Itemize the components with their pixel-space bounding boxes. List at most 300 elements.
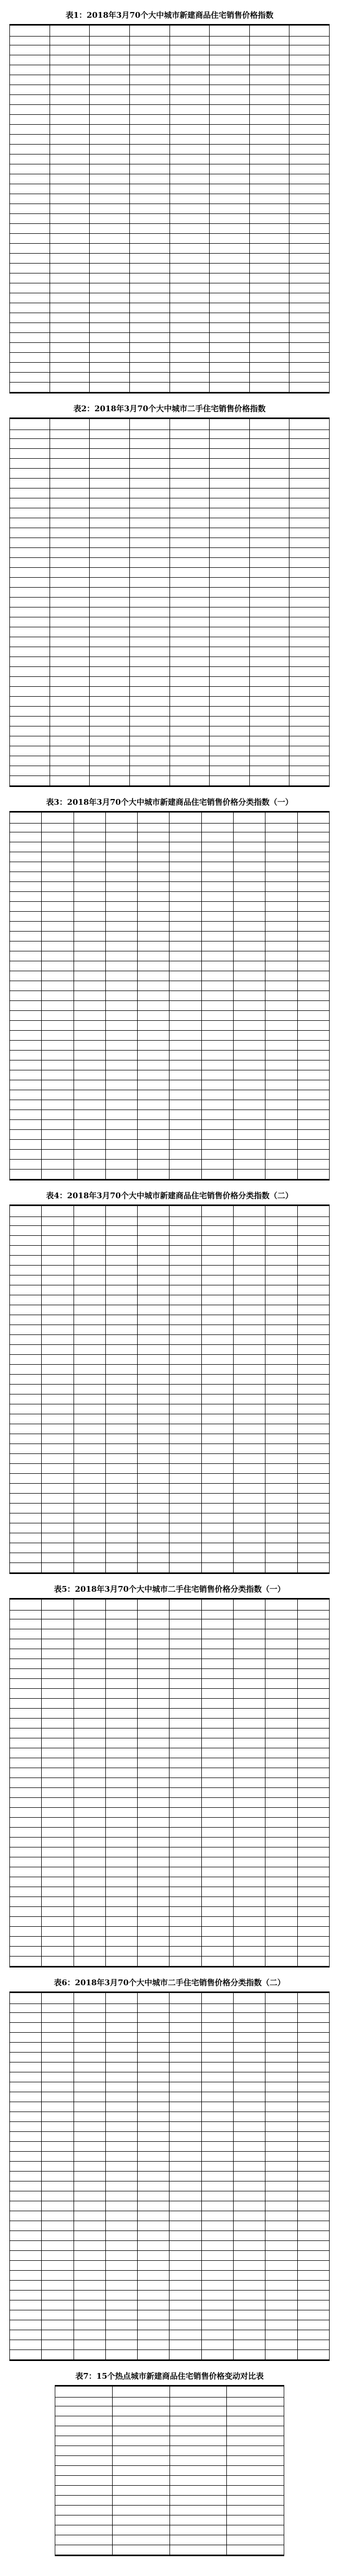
table-cell xyxy=(105,2330,137,2340)
table-cell xyxy=(289,135,330,145)
table-cell xyxy=(201,1246,233,1256)
table-cell xyxy=(170,2496,227,2506)
table-cell xyxy=(170,736,210,746)
table-cell xyxy=(112,2426,170,2436)
table-cell xyxy=(201,892,233,902)
table-cell xyxy=(74,2142,105,2152)
table-header-row xyxy=(10,1217,330,1226)
table-cell xyxy=(74,2023,105,2033)
table-cell xyxy=(297,2271,329,2281)
table-cell xyxy=(10,204,50,214)
table-cell xyxy=(170,2330,201,2340)
table-row xyxy=(10,1669,330,1679)
table-cell xyxy=(105,1375,137,1385)
table-cell xyxy=(201,2112,233,2122)
table-cell xyxy=(42,1887,74,1897)
table-cell xyxy=(50,469,90,479)
table-cell xyxy=(210,343,250,353)
table-cell xyxy=(227,2545,284,2555)
table-cell xyxy=(10,2162,42,2172)
table-cell xyxy=(289,194,330,204)
table-cell xyxy=(105,2291,137,2300)
table-cell xyxy=(10,479,50,488)
table-cell xyxy=(10,1285,42,1295)
table-cell xyxy=(105,1170,137,1179)
table-cell xyxy=(129,598,170,607)
table-cell xyxy=(42,2340,74,2350)
table-cell xyxy=(42,852,74,862)
table-cell xyxy=(170,383,210,392)
table-cell xyxy=(42,1266,74,1275)
table-row xyxy=(10,617,330,627)
table-row xyxy=(10,2191,330,2201)
table-cell xyxy=(234,2241,265,2251)
table-cell xyxy=(297,2172,329,2181)
table-cell xyxy=(249,145,289,154)
table-cell xyxy=(210,430,250,439)
table-row xyxy=(10,1699,330,1709)
table-cell xyxy=(129,657,170,667)
table-cell xyxy=(138,1709,170,1719)
table-cell xyxy=(42,882,74,892)
table-cell xyxy=(105,1110,137,1120)
table-cell xyxy=(105,813,137,824)
table-cell xyxy=(105,1335,137,1345)
table-cell xyxy=(105,2211,137,2221)
table-cell xyxy=(10,214,50,224)
table-row xyxy=(10,1275,330,1285)
table-cell xyxy=(234,2330,265,2340)
table-cell xyxy=(210,449,250,459)
table-cell xyxy=(265,1629,297,1639)
table-cell xyxy=(105,902,137,912)
table-cell xyxy=(234,1669,265,1679)
table-row xyxy=(10,1246,330,1256)
table-cell xyxy=(90,115,130,125)
table-cell xyxy=(170,2152,201,2162)
table-cell xyxy=(249,687,289,697)
table-cell xyxy=(234,1993,265,2004)
table-row xyxy=(10,184,330,194)
table-cell xyxy=(170,1375,201,1385)
table-cell xyxy=(234,961,265,971)
table-cell xyxy=(55,2446,113,2456)
table-cell xyxy=(249,508,289,518)
table-cell xyxy=(297,2092,329,2102)
table-cell xyxy=(170,2053,201,2062)
table-cell xyxy=(265,872,297,882)
table-cell xyxy=(289,353,330,363)
table-row xyxy=(10,1001,330,1011)
table-cell xyxy=(265,1494,297,1504)
table-cell xyxy=(42,1523,74,1533)
table-cell xyxy=(265,1917,297,1927)
table-cell xyxy=(249,627,289,637)
table-cell xyxy=(289,430,330,439)
table-cell xyxy=(201,1011,233,1021)
table-cell xyxy=(42,2132,74,2142)
table-cell xyxy=(170,430,210,439)
table-cell xyxy=(90,293,130,303)
table-cell xyxy=(50,125,90,135)
table-row xyxy=(55,2446,284,2456)
table-cell xyxy=(234,1060,265,1070)
table-cell xyxy=(210,26,250,37)
table-cell xyxy=(105,1513,137,1523)
table-cell xyxy=(129,75,170,85)
table-cell xyxy=(10,1424,42,1434)
table-cell xyxy=(265,1907,297,1917)
table-header-row xyxy=(10,1206,330,1217)
table-cell xyxy=(138,961,170,971)
table-cell xyxy=(265,2330,297,2340)
table-cell xyxy=(42,1533,74,1543)
table-cell xyxy=(210,184,250,194)
table-cell xyxy=(138,1355,170,1365)
table-cell xyxy=(234,1523,265,1533)
table-cell xyxy=(201,1365,233,1375)
table-cell xyxy=(42,1090,74,1100)
table-cell xyxy=(50,419,90,430)
table-cell xyxy=(234,1788,265,1798)
table-cell xyxy=(170,756,210,766)
table-cell xyxy=(10,1513,42,1523)
table-cell xyxy=(170,637,210,647)
table-cell xyxy=(297,1100,329,1110)
table-cell xyxy=(42,932,74,941)
table-cell xyxy=(249,538,289,548)
table-cell xyxy=(105,1011,137,1021)
table-cell xyxy=(201,912,233,922)
table-cell xyxy=(129,687,170,697)
table-cell xyxy=(90,343,130,353)
table-cell xyxy=(234,1206,265,1217)
table-cell xyxy=(129,488,170,498)
table-row xyxy=(10,1160,330,1170)
table-cell xyxy=(74,922,105,932)
table-cell xyxy=(10,1838,42,1847)
table-cell xyxy=(170,1689,201,1699)
table-cell xyxy=(249,430,289,439)
table-cell xyxy=(138,1285,170,1295)
table-cell xyxy=(105,1275,137,1285)
table-row xyxy=(10,548,330,558)
table-cell xyxy=(138,2053,170,2062)
table-row xyxy=(10,1484,330,1494)
table-cell xyxy=(74,991,105,1001)
table-cell xyxy=(74,1226,105,1236)
table-cell xyxy=(265,2162,297,2172)
table-cell xyxy=(265,1090,297,1100)
table-cell xyxy=(55,2416,113,2426)
table-cell xyxy=(10,135,50,145)
table-cell xyxy=(138,2092,170,2102)
table-cell xyxy=(201,1649,233,1659)
table-cell xyxy=(10,518,50,528)
table-cell xyxy=(170,1246,201,1256)
table-cell xyxy=(138,1305,170,1315)
table-cell xyxy=(105,1365,137,1375)
table-cell xyxy=(138,2033,170,2043)
table-1-title: 表1：2018年3月70个大中城市新建商品住宅销售价格指数 xyxy=(65,10,274,20)
table-cell xyxy=(74,1170,105,1179)
table-header-row xyxy=(10,824,330,832)
table-cell xyxy=(210,373,250,383)
table-cell xyxy=(249,115,289,125)
table-cell xyxy=(112,2506,170,2515)
table-row xyxy=(10,1818,330,1828)
table-cell xyxy=(170,667,210,677)
table-cell xyxy=(227,2515,284,2525)
table-cell xyxy=(129,45,170,55)
table-cell xyxy=(234,1543,265,1553)
table-cell xyxy=(210,598,250,607)
table-cell xyxy=(55,2466,113,2476)
table-cell xyxy=(129,115,170,125)
table-cell xyxy=(297,1424,329,1434)
table-cell xyxy=(201,2211,233,2221)
table-cell xyxy=(170,1060,201,1070)
table-cell xyxy=(90,353,130,363)
table-cell xyxy=(170,1424,201,1434)
table-cell xyxy=(138,1877,170,1887)
table-cell xyxy=(50,627,90,637)
table-cell xyxy=(234,1504,265,1513)
table-cell xyxy=(129,224,170,234)
table-cell xyxy=(249,363,289,373)
table-cell xyxy=(170,1748,201,1758)
table-cell xyxy=(129,105,170,115)
table-cell xyxy=(249,657,289,667)
table-cell xyxy=(129,677,170,687)
table-cell xyxy=(249,234,289,244)
table-cell xyxy=(234,981,265,991)
table-cell xyxy=(74,2033,105,2043)
table-cell xyxy=(74,1513,105,1523)
table-row xyxy=(10,479,330,488)
table-cell xyxy=(170,2231,201,2241)
table-cell xyxy=(297,1689,329,1699)
table-cell xyxy=(74,1494,105,1504)
table-cell xyxy=(42,1778,74,1788)
table-cell xyxy=(265,1808,297,1818)
table-cell xyxy=(74,1394,105,1404)
table-cell xyxy=(74,1325,105,1335)
table-cell xyxy=(265,1689,297,1699)
table-cell xyxy=(42,1513,74,1523)
table-cell xyxy=(249,323,289,333)
table-cell xyxy=(249,224,289,234)
table-cell xyxy=(129,617,170,627)
table-cell xyxy=(201,1758,233,1768)
table-cell xyxy=(42,2072,74,2082)
table-cell xyxy=(227,2506,284,2515)
table-cell xyxy=(234,1563,265,1573)
table-row xyxy=(10,872,330,882)
table-cell xyxy=(170,1877,201,1887)
table-cell xyxy=(265,1867,297,1877)
table-cell xyxy=(74,1719,105,1728)
table-cell xyxy=(265,1385,297,1394)
table-cell xyxy=(74,1563,105,1573)
table-cell xyxy=(138,2122,170,2132)
table-cell xyxy=(90,469,130,479)
table-cell xyxy=(201,1130,233,1140)
table-cell xyxy=(210,707,250,717)
table-cell xyxy=(10,922,42,932)
table-cell xyxy=(90,105,130,115)
table-cell xyxy=(74,1051,105,1060)
table-cell xyxy=(265,2023,297,2033)
table-cell xyxy=(138,1256,170,1266)
table-cell xyxy=(170,872,201,882)
table-cell xyxy=(129,204,170,214)
table-row xyxy=(10,1070,330,1080)
table-cell xyxy=(129,154,170,164)
table-cell xyxy=(265,1897,297,1907)
table-cell xyxy=(289,419,330,430)
table-cell xyxy=(249,373,289,383)
table-cell xyxy=(297,1140,329,1150)
table-cell xyxy=(10,862,42,872)
table-cell xyxy=(170,323,210,333)
table-cell xyxy=(297,1709,329,1719)
table-cell xyxy=(105,1947,137,1957)
table-cell xyxy=(297,1818,329,1828)
table-cell xyxy=(234,882,265,892)
table-cell xyxy=(297,2340,329,2350)
table-cell xyxy=(234,1887,265,1897)
table-cell xyxy=(289,37,330,45)
table-cell xyxy=(129,469,170,479)
table-cell xyxy=(42,832,74,842)
table-cell xyxy=(10,1897,42,1907)
table-cell xyxy=(249,283,289,293)
table-cell xyxy=(201,932,233,941)
table-row xyxy=(10,264,330,273)
table-cell xyxy=(10,1130,42,1140)
table-row xyxy=(10,303,330,313)
table-cell xyxy=(170,1305,201,1315)
table-cell xyxy=(201,2004,233,2013)
table-cell xyxy=(42,1305,74,1315)
table-cell xyxy=(42,1993,74,2004)
table-cell xyxy=(42,1611,74,1619)
table-cell xyxy=(227,2535,284,2545)
table-cell xyxy=(50,283,90,293)
table-cell xyxy=(265,1120,297,1130)
table-cell xyxy=(297,2102,329,2112)
table-cell xyxy=(249,353,289,363)
table-cell xyxy=(10,1355,42,1365)
table-cell xyxy=(10,303,50,313)
table-cell xyxy=(74,1533,105,1543)
table-cell xyxy=(138,1444,170,1454)
table-row xyxy=(10,1619,330,1629)
table-cell xyxy=(210,726,250,736)
table-cell xyxy=(297,1563,329,1573)
table-cell xyxy=(297,1788,329,1798)
table-cell xyxy=(10,234,50,244)
table-cell xyxy=(90,254,130,264)
table-cell xyxy=(105,1563,137,1573)
table-cell xyxy=(105,1993,137,2004)
table-cell xyxy=(138,1275,170,1285)
table-cell xyxy=(201,1887,233,1897)
table-cell xyxy=(74,1041,105,1051)
table-cell xyxy=(42,2211,74,2221)
table-row xyxy=(10,449,330,459)
table-cell xyxy=(55,2545,113,2555)
table-row xyxy=(55,2436,284,2446)
table-cell xyxy=(129,430,170,439)
table-cell xyxy=(74,2152,105,2162)
table-cell xyxy=(10,254,50,264)
table-cell xyxy=(170,922,201,932)
table-cell xyxy=(249,518,289,528)
table-row xyxy=(10,1689,330,1699)
table-row xyxy=(10,323,330,333)
table-cell xyxy=(42,1788,74,1798)
table-cell xyxy=(234,1236,265,1246)
table-cell xyxy=(10,2013,42,2023)
table-cell xyxy=(234,2092,265,2102)
table-cell xyxy=(265,882,297,892)
table-row xyxy=(10,2132,330,2142)
table-cell xyxy=(138,1090,170,1100)
table-cell xyxy=(210,508,250,518)
table-cell xyxy=(10,717,50,726)
table-cell xyxy=(265,1021,297,1031)
table-cell xyxy=(74,1011,105,1021)
table-cell xyxy=(170,2446,227,2456)
table-cell xyxy=(138,2340,170,2350)
table-cell xyxy=(289,313,330,323)
table-cell xyxy=(201,2221,233,2231)
table-cell xyxy=(170,1325,201,1335)
table-cell xyxy=(90,548,130,558)
table-cell xyxy=(10,892,42,902)
table-cell xyxy=(249,37,289,45)
table-cell xyxy=(129,508,170,518)
table-cell xyxy=(210,85,250,95)
table-cell xyxy=(201,1236,233,1246)
table-row xyxy=(10,2013,330,2023)
table-cell xyxy=(42,1130,74,1140)
table-cell xyxy=(170,2023,201,2033)
table-cell xyxy=(201,1639,233,1649)
table-row xyxy=(10,736,330,746)
table-cell xyxy=(234,1120,265,1130)
table-cell xyxy=(201,1867,233,1877)
table-cell xyxy=(210,273,250,283)
table-row xyxy=(10,2023,330,2033)
table-cell xyxy=(289,164,330,174)
table-row xyxy=(10,1494,330,1504)
table-cell xyxy=(201,1719,233,1728)
table-cell xyxy=(265,1414,297,1424)
table-cell xyxy=(74,1543,105,1553)
table-cell xyxy=(265,1170,297,1179)
table-cell xyxy=(234,1689,265,1699)
table-cell xyxy=(289,125,330,135)
table-cell xyxy=(74,1140,105,1150)
table-cell xyxy=(234,1897,265,1907)
table-cell xyxy=(297,2191,329,2201)
table-cell xyxy=(10,1927,42,1937)
table-cell xyxy=(50,254,90,264)
table-cell xyxy=(10,1611,42,1619)
